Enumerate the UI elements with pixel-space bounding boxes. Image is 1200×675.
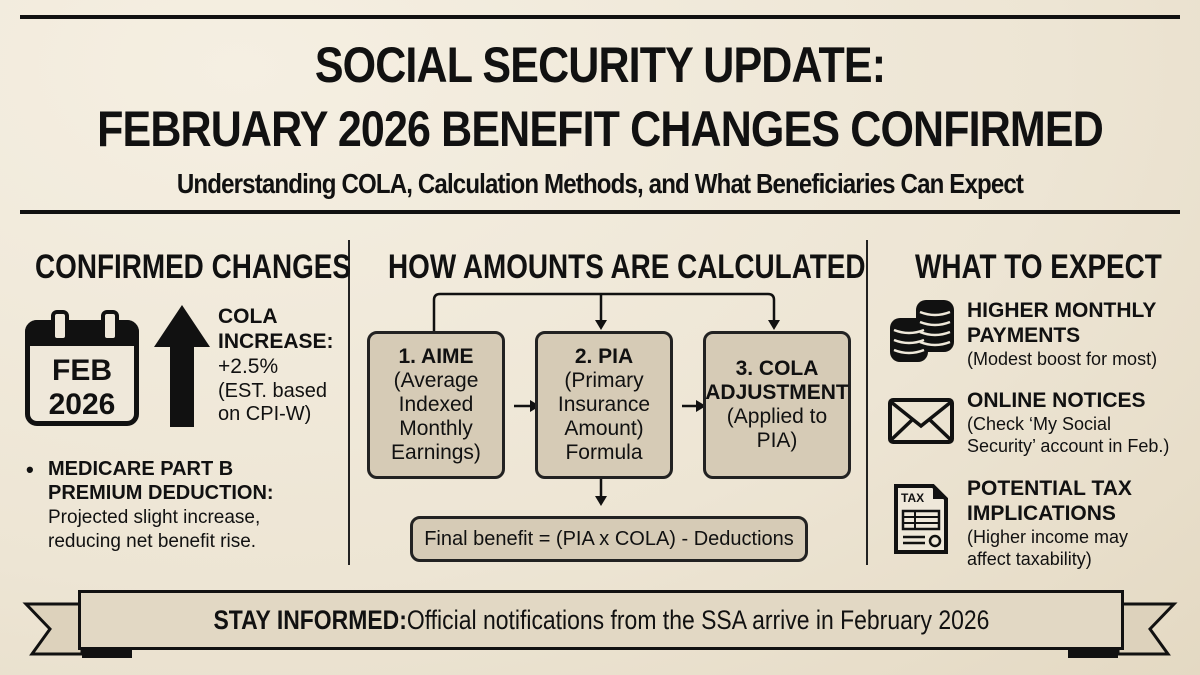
calendar-icon [25,310,139,426]
expect-3-desc-1: (Higher income may [967,527,1129,547]
step-cola-box [703,331,851,479]
expect-3-title-1: POTENTIAL TAX [967,477,1132,500]
what-to-expect-heading: WHAT TO EXPECT [915,248,1162,286]
medicare-title-2: PREMIUM DEDUCTION: [48,482,274,504]
medicare-desc-2: reducing net benefit rise. [48,531,257,552]
column-divider-right [866,240,868,565]
title-line-2: FEBRUARY 2026 BENEFIT CHANGES CONFIRMED [97,101,1103,157]
expect-3-title-2: IMPLICATIONS [967,502,1116,525]
step-cola-line: PIA) [756,429,798,452]
step-aime-box [367,331,505,479]
expect-2-title: ONLINE NOTICES [967,389,1146,412]
step-pia-box [535,331,673,479]
cola-value: +2.5% [218,355,279,378]
expect-3-desc-2: affect taxability) [967,549,1092,569]
step-aime-line: (Average [393,369,479,392]
header-bottom-rule [20,210,1180,214]
cola-label-2: INCREASE: [218,330,334,353]
step-aime-line: Earnings) [391,441,481,464]
formula-box [410,516,808,562]
up-arrow-icon [152,305,212,427]
stay-informed-banner [78,590,1124,650]
expect-1-desc: (Modest boost for most) [967,349,1158,369]
banner-bold: STAY INFORMED: [213,604,407,635]
expect-2-desc-2: Security’ account in Feb.) [967,436,1170,456]
top-rule [20,15,1180,19]
expect-2-desc-1: (Check ‘My Social [967,414,1112,434]
calendar-month: FEB [52,354,112,387]
banner-text: Official notifications from the SSA arrive in February 2026 [406,604,989,635]
subtitle: Understanding COLA, Calculation Methods, and What Beneficiaries Can Expect [176,168,1024,199]
calculation-heading: HOW AMOUNTS ARE CALCULATED [388,248,866,286]
title-line-1: SOCIAL SECURITY UPDATE: [314,37,886,93]
coins-icon [888,298,956,364]
cola-note-1: (EST. based [218,380,327,402]
tax-label: TAX [901,491,925,505]
step-cola-title-2: ADJUSTMENT [705,381,849,404]
step-pia-line: Formula [565,441,643,464]
formula-text: Final benefit = (PIA x COLA) - Deductions [424,528,794,550]
step-pia-line: Amount) [564,417,644,440]
step-aime-line: Monthly [399,417,473,440]
tax-document-icon [893,483,949,555]
step-aime-line: Indexed [398,393,474,416]
cola-note-2: on CPI-W) [218,403,312,425]
column-divider-left [348,240,350,565]
medicare-title-1: MEDICARE PART B [48,458,234,480]
expect-1-title-2: PAYMENTS [967,324,1081,347]
medicare-desc-1: Projected slight increase, [48,507,261,528]
expect-1-title-1: HIGHER MONTHLY [967,299,1157,322]
step-pia-line: Insurance [557,393,651,416]
calendar-year: 2026 [48,388,116,421]
step-cola-title: 3. COLA [735,357,819,380]
confirmed-changes-heading: CONFIRMED CHANGES [35,248,351,286]
cola-label-1: COLA [218,305,278,328]
envelope-icon [888,398,954,444]
step-pia-line: (Primary [564,369,644,392]
step-cola-line: (Applied to [726,405,828,428]
bullet-icon: • [26,457,34,482]
step-pia-title: 2. PIA [574,345,634,368]
step-aime-title: 1. AIME [398,345,474,368]
